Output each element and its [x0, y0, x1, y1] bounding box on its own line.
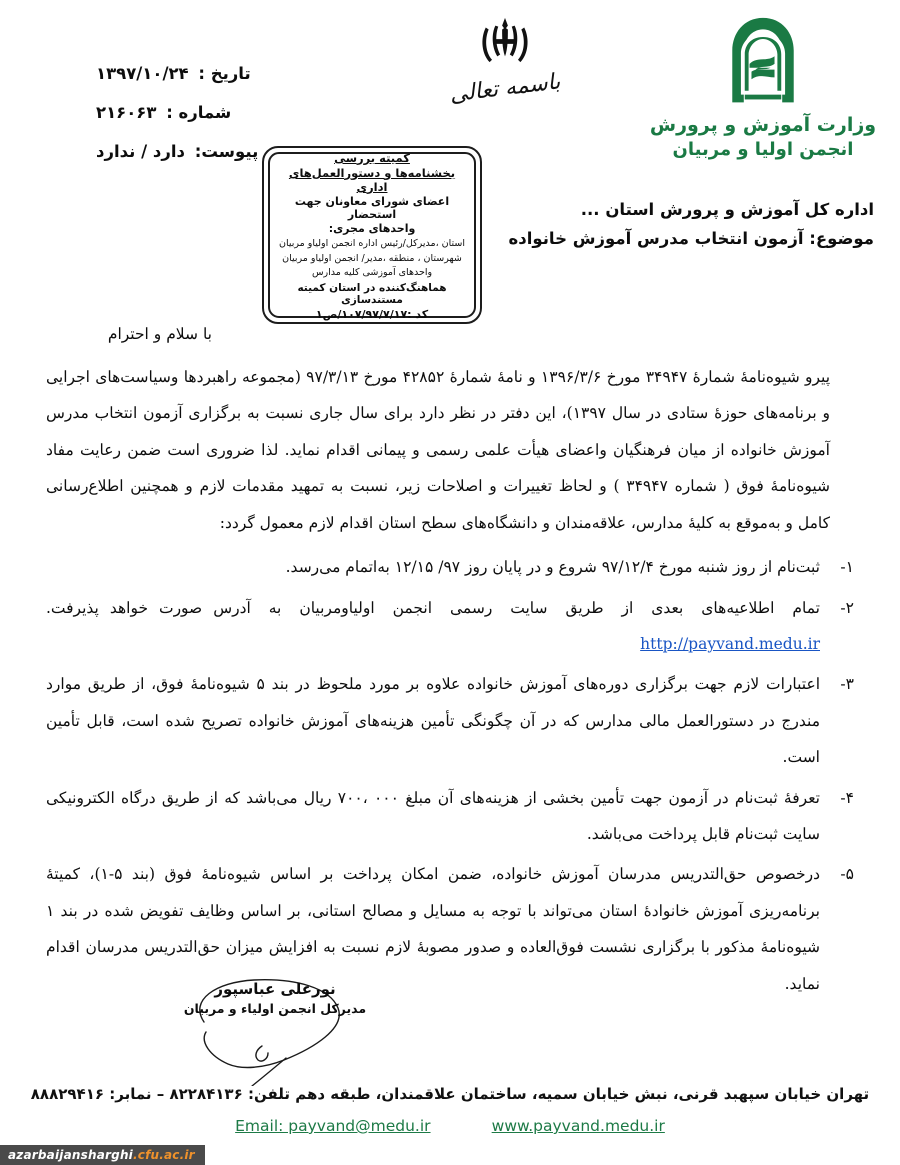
source-watermark: [0, 1145, 205, 1165]
item-text: ثبت‌نام از روز شنبه مورخ ۹۷/۱۲/۴ شروع و در پایان روز ۹۷/ ۱۲/۱۵ به‌اتمام می‌رسد.: [285, 558, 820, 577]
date-label: تاریخ :: [198, 64, 251, 83]
number-value: ۲۱۶۰۶۳: [96, 103, 157, 122]
item-marker: ۲-: [840, 598, 854, 617]
meta-row-number: [96, 103, 331, 122]
ministry-of-education-logo-icon: [648, 14, 878, 110]
greeting-line: با سلام و احترام: [107, 325, 212, 343]
signatory-title: مدیرکل انجمن اولیاء و مربیان: [183, 1001, 367, 1016]
stamp-inner-frame: [268, 150, 476, 322]
item-text: درخصوص حق‌التدریس مدرسان آموزش خانواده، ضمن امکان پرداخت بر اساس شیوه‌نامهٔ فوق (بند ۵-۱)، کمیتهٔ برنامه‌ریزی آموزش خانوادهٔ استان می‌تواند با توجه به مسایل و مصالح استانی، بر اساس وظایف تفویض شده در بند ۱ شیوه‌نامهٔ مذکور با برگزاری نشست فوق‌العاده و صدور مصوبهٔ لازم نسبت به افزایش میزان حق‌التدریس مدرسان اقدام نماید.: [46, 865, 820, 993]
stamp-title-3: اعضای شورای معاونان جهت استحضار: [294, 194, 450, 221]
stamp-unit-line-2: شهرستان ، منطقه ،مدیر/ انجمن اولیاو مربیان: [282, 252, 462, 264]
item-marker: ۵-: [840, 865, 854, 884]
item-marker: ۴-: [840, 788, 854, 807]
watermark-part-1: azarbaijansharghi: [8, 1147, 133, 1162]
payvand-website-link[interactable]: http://payvand.medu.ir: [640, 634, 820, 653]
addressee-line: اداره کل آموزش و پرورش استان ...: [580, 200, 874, 219]
organization-name-line2: انجمن اولیا و مربیان: [672, 139, 854, 160]
stamp-code: کد :۱۰۷/۹۷/۷/۱۷/ص۱: [315, 308, 429, 322]
stamp-title-1: کمیته بررسی: [334, 150, 410, 165]
stamp-title-4: واحدهای مجری:: [328, 221, 416, 235]
review-committee-stamp: [262, 146, 482, 324]
body-paragraph-1: پیرو شیوه‌نامهٔ شمارهٔ ۳۴۹۴۷ مورخ ۱۳۹۶/۳/۶ و نامهٔ شمارهٔ ۴۲۸۵۲ مورخ ۹۷/۳/۱۳ (مجموعه راهبردها وسیاست‌های اجرایی و برنامه‌های حوزهٔ ستادی در سال ۱۳۹۷)، این دفتر در نظر دارد برای سال جاری نسبت به برگزاری آزمون انتخاب مدرس آموزش خانواده از میان فرهنگیان واعضای هیأت علمی رسمی و پیمانی اقدام نماید. لذا ضروری است ضمن رعایت مفاد شیوه‌نامهٔ فوق ( شماره ۳۴۹۴۷ ) و لحاظ تغییرات و اصلاحات زیر، نسبت به تمهید مقدمات لازم و همچنین اطلاع‌رسانی کامل و به‌موقع به کلیهٔ مدارس، علاقه‌مندان و دانشگاه‌های سطح استان اقدام لازم معمول گردد:: [46, 368, 831, 532]
list-item: [28, 549, 872, 585]
number-label: شماره :: [166, 103, 232, 122]
footer-address: تهران خیابان سپهبد قرنی، نبش خیابان سمیه، ساختمان علاقمندان، طبقه دهم تلفن: ۸۲۲۸۴۱۳۶ – نمابر: ۸۸۸۲۹۴۱۶: [30, 1085, 870, 1103]
date-value: ۱۳۹۷/۱۰/۲۴: [96, 64, 189, 83]
item-text: اعتبارات لازم جهت برگزاری دوره‌های آموزش خانواده علاوه بر مورد ملحوظ در بند ۵ شیوه‌نامهٔ فوق، از طریق موارد مندرج در دستورالعمل مالی مدارس که در آن چگونگی تأمین هزینه‌های آموزش خانواده تصریح شده است، قابل تأمین است.: [46, 675, 821, 767]
signature-block: [150, 980, 400, 1016]
letter-footer: [0, 1085, 900, 1135]
footer-website-link[interactable]: www.payvand.medu.ir: [491, 1117, 665, 1135]
item-marker: ۱-: [840, 558, 854, 577]
organization-logo-block: [648, 14, 878, 160]
numbered-items-list: [28, 549, 872, 1002]
list-item: [28, 780, 872, 853]
item-text-before-link: تمام اطلاعیه‌های بعدی از طریق سایت رسمی انجمن اولیاومربیان به آدرس: [213, 598, 820, 617]
list-item: [28, 590, 872, 663]
item-marker: ۳-: [840, 675, 854, 694]
attachment-value: دارد / ندارد: [96, 142, 185, 161]
item-text: تعرفهٔ ثبت‌نام در آزمون جهت تأمین بخشی از هزینه‌های آن مبلغ ۰۰۰ ،۷۰۰ ریال می‌باشد که از طریق درگاه الکترونیکی سایت ثبت‌نام قابل پرداخت می‌باشد.: [46, 788, 820, 844]
organization-name-line1: وزارت آموزش و پرورش: [649, 114, 877, 136]
item-text-after-link: صورت خواهد پذیرفت.: [46, 598, 203, 617]
subject-line: موضوع: آزمون انتخاب مدرس آموزش خانواده: [508, 229, 874, 248]
attachment-label: پیوست:: [194, 142, 259, 161]
list-item: [28, 666, 872, 775]
stamp-unit-line-1: استان ،مدیرکل/رئیس اداره انجمن اولیاو مربیان: [279, 237, 465, 249]
stamp-title-2: بخشنامه‌ها و دستورالعمل‌های اداری: [288, 165, 456, 194]
meta-row-date: [96, 64, 331, 83]
watermark-part-2: .cfu.ac.ir: [133, 1147, 195, 1162]
basmala-calligraphy: باسمه تعالی: [448, 69, 562, 108]
letter-body: [28, 325, 872, 1006]
stamp-unit-line-3: واحدهای آموزشی کلیه مدارس: [311, 267, 433, 279]
iran-emblem-icon: [476, 51, 534, 70]
addressee-subject-block: [454, 200, 874, 248]
footer-email-link[interactable]: Email: payvand@medu.ir: [235, 1117, 431, 1135]
stamp-title-5: هماهنگ‌کننده در استان کمیته مستندسازی: [297, 282, 447, 307]
center-mark-block: [430, 16, 580, 108]
signatory-name: نورعلی عباسپور: [214, 980, 336, 998]
